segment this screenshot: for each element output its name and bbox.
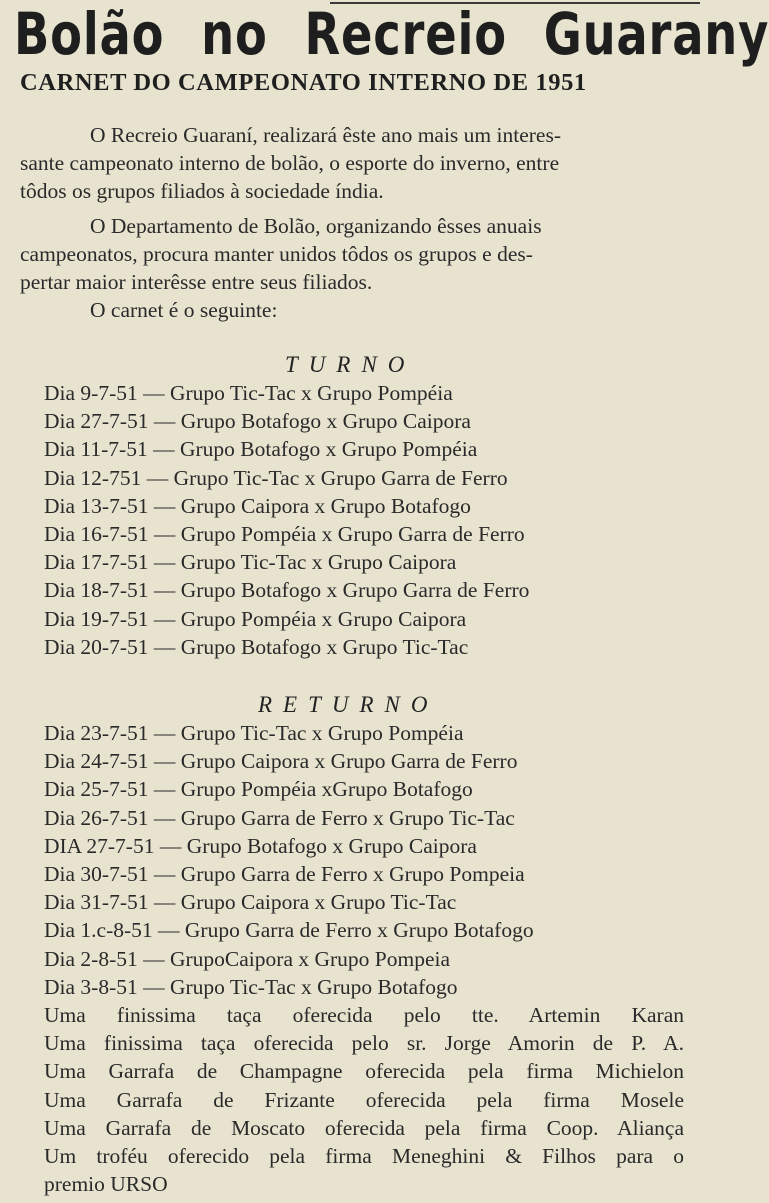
match-item: Dia 3-8-51 — Grupo Tic-Tac x Grupo Botafogo — [44, 974, 458, 999]
match-item: Dia 23-7-51 — Grupo Tic-Tac x Grupo Pompéia — [44, 721, 464, 745]
paragraph-text: O Departamento de Bolão, organizando êsses anuais — [90, 214, 542, 238]
match-item: Dia 2-8-51 — GrupoCaipora x Grupo Pompeia — [44, 946, 451, 971]
returno-heading: RETURNO — [258, 692, 439, 717]
subheadline: CARNET DO CAMPEONATO INTERNO DE 1951 — [20, 69, 587, 96]
prize-item: Um troféu oferecido pela firma Meneghini & Filhos para o — [44, 1143, 684, 1168]
prize-item: Uma Garrafa de Moscato oferecida pela firma Coop. Aliança — [44, 1115, 684, 1140]
paragraph-line — [20, 212, 682, 240]
match-item: Dia 30-7-51 — Grupo Garra de Ferro x Grupo Pompeia — [44, 861, 525, 886]
headline — [14, 0, 769, 70]
headline-word-1: Bolão — [14, 0, 165, 68]
intro-paragraph-1 — [20, 121, 682, 205]
match-item: Dia 26-7-51 — Grupo Garra de Ferro x Grupo Tic-Tac — [44, 805, 515, 830]
paragraph-line: tôdos os grupos filiados à sociedade índia. — [20, 179, 384, 203]
headline-word-3: Recreio — [304, 0, 507, 68]
paragraph-line — [20, 121, 682, 149]
match-item: Dia 18-7-51 — Grupo Botafogo x Grupo Garra de Ferro — [44, 578, 530, 603]
match-item: Dia 12-751 — Grupo Tic-Tac x Grupo Garra de Ferro — [44, 465, 508, 490]
paragraph-line: pertar maior interêsse entre seus filiados. — [20, 270, 373, 294]
intro-paragraph-3: O carnet é o seguinte: — [90, 298, 278, 322]
match-item: Dia 1.c-8-51 — Grupo Garra de Ferro x Grupo Botafogo — [44, 918, 534, 943]
match-item: Dia 24-7-51 — Grupo Caipora x Grupo Garra de Ferro — [44, 749, 518, 774]
match-item: Dia 19-7-51 — Grupo Pompéia x Grupo Caipora — [44, 606, 467, 631]
paragraph-text: O Recreio Guaraní, realizará êste ano mais um interes- — [90, 123, 561, 147]
match-item: Dia 20-7-51 — Grupo Botafogo x Grupo Tic-Tac — [44, 634, 469, 659]
match-item: Dia 31-7-51 — Grupo Caipora x Grupo Tic-Tac — [44, 890, 457, 915]
headline-word-2: no — [201, 0, 268, 68]
turno-heading: TURNO — [285, 352, 416, 377]
prize-item: Uma Garrafa de Frizante oferecida pela firma Mosele — [44, 1087, 684, 1112]
prize-item: premio URSO — [44, 1172, 168, 1197]
prize-item: Uma finissima taça oferecida pelo tte. Artemin Karan — [44, 1003, 684, 1027]
prize-item: Uma Garrafa de Champagne oferecida pela firma Michielon — [44, 1059, 684, 1084]
headline-word-4: Guarany — [543, 0, 769, 68]
prize-item: Uma finissima taça oferecida pelo sr. Jorge Amorin de P. A. — [44, 1031, 684, 1056]
paragraph-line: sante campeonato interno de bolão, o esporte do inverno, entre — [20, 151, 560, 175]
turno-match-list — [44, 379, 529, 661]
match-item: DIA 27-7-51 — Grupo Botafogo x Grupo Caipora — [44, 833, 477, 858]
match-item: Dia 17-7-51 — Grupo Tic-Tac x Grupo Caipora — [44, 550, 457, 575]
match-item: Dia 27-7-51 — Grupo Botafogo x Grupo Caipora — [44, 409, 471, 434]
returno-match-list — [44, 719, 534, 1001]
match-item: Dia 9-7-51 — Grupo Tic-Tac x Grupo Pompéia — [44, 381, 453, 405]
match-item: Dia 13-7-51 — Grupo Caipora x Grupo Botafogo — [44, 493, 471, 518]
paragraph-line: campeonatos, procura manter unidos tôdos os grupos e des- — [20, 242, 533, 266]
intro-paragraph-2 — [20, 212, 682, 296]
match-item: Dia 25-7-51 — Grupo Pompéia xGrupo Botafogo — [44, 777, 473, 802]
prize-list — [44, 1001, 684, 1198]
match-item: Dia 11-7-51 — Grupo Botafogo x Grupo Pompéia — [44, 437, 478, 462]
match-item: Dia 16-7-51 — Grupo Pompéia x Grupo Garra de Ferro — [44, 521, 525, 546]
